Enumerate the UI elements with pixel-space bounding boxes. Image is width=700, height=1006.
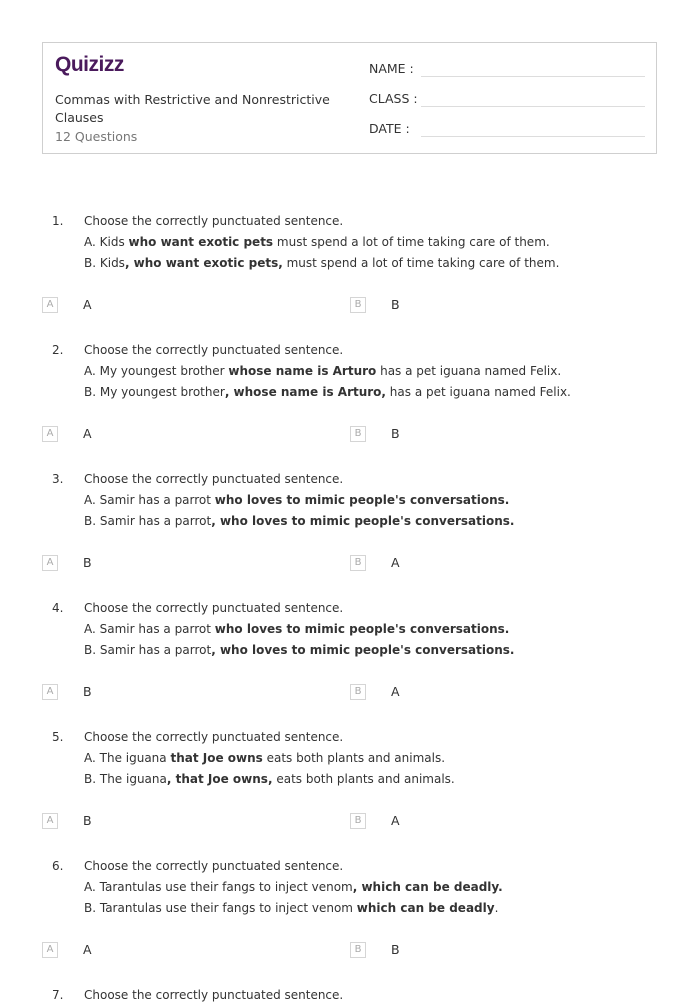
sentence-text: B. My youngest brother — [84, 385, 225, 399]
name-field — [369, 61, 414, 76]
sentence-clause: whose name is Arturo — [228, 364, 377, 378]
sentence-clause: , whose name is Arturo, — [224, 385, 386, 399]
sentence-b — [84, 382, 664, 403]
class-field — [369, 91, 418, 106]
option-letter-box[interactable]: B — [350, 942, 366, 958]
question-prompt: Choose the correctly punctuated sentence. — [84, 601, 344, 615]
option-letter-box[interactable]: A — [42, 684, 58, 700]
sentence-b — [84, 640, 664, 661]
question-body — [84, 211, 664, 274]
question-body — [84, 340, 664, 403]
sentence-a — [84, 619, 664, 640]
option-letter-box[interactable]: B — [350, 426, 366, 442]
answer-option-b[interactable] — [350, 942, 600, 960]
question-body — [84, 985, 664, 1006]
question-number: 3. — [52, 472, 64, 486]
option-text: A — [391, 684, 400, 699]
question-count: 12 Questions — [55, 129, 138, 144]
option-text: B — [83, 813, 92, 828]
answer-option-b[interactable] — [350, 813, 600, 831]
answer-option-a[interactable] — [42, 684, 292, 702]
option-text: A — [391, 813, 400, 828]
question-prompt: Choose the correctly punctuated sentence. — [84, 988, 344, 1002]
worksheet-title: Commas with Restrictive and Nonrestrictive Clauses — [55, 92, 330, 125]
question-body — [84, 856, 664, 919]
sentence-b — [84, 898, 664, 919]
sentence-text: B. Samir has a parrot — [84, 514, 212, 528]
sentence-text: must spend a lot of time taking care of them. — [273, 235, 550, 249]
class-label: CLASS : — [369, 91, 418, 106]
sentence-text: has a pet iguana named Felix. — [385, 385, 571, 399]
sentence-text: B. Samir has a parrot — [84, 643, 212, 657]
answer-option-b[interactable] — [350, 555, 600, 573]
class-line[interactable] — [421, 106, 645, 107]
sentence-a — [84, 748, 664, 769]
name-label: NAME : — [369, 61, 414, 76]
sentence-text: eats both plants and animals. — [262, 751, 446, 765]
sentence-clause: , who loves to mimic people's conversations. — [211, 514, 515, 528]
question-number: 6. — [52, 859, 64, 873]
option-text: A — [391, 555, 400, 570]
option-letter-box[interactable]: B — [350, 684, 366, 700]
answer-option-a[interactable] — [42, 426, 292, 444]
answer-option-b[interactable] — [350, 426, 600, 444]
option-text: B — [391, 426, 400, 441]
sentence-text: has a pet iguana named Felix. — [376, 364, 562, 378]
quizizz-logo: Quizizz — [55, 53, 124, 76]
question-prompt: Choose the correctly punctuated sentence. — [84, 214, 344, 228]
sentence-a — [84, 490, 664, 511]
sentence-clause: which can be deadly — [356, 901, 495, 915]
question-number: 1. — [52, 214, 64, 228]
answer-option-b[interactable] — [350, 297, 600, 315]
option-text: A — [83, 297, 92, 312]
sentence-clause: , who loves to mimic people's conversations. — [211, 643, 515, 657]
sentence-a — [84, 361, 664, 382]
sentence-clause: who want exotic pets — [128, 235, 274, 249]
question-body — [84, 727, 664, 790]
answer-option-a[interactable] — [42, 942, 292, 960]
sentence-clause: , that Joe owns, — [166, 772, 273, 786]
option-letter-box[interactable]: B — [350, 813, 366, 829]
option-text: B — [391, 297, 400, 312]
option-text: B — [83, 684, 92, 699]
option-text: B — [83, 555, 92, 570]
option-text: B — [391, 942, 400, 957]
answer-option-a[interactable] — [42, 555, 292, 573]
question-number: 7. — [52, 988, 64, 1002]
answer-option-a[interactable] — [42, 297, 292, 315]
question-prompt: Choose the correctly punctuated sentence. — [84, 472, 344, 486]
sentence-text: A. Tarantulas use their fangs to inject venom — [84, 880, 353, 894]
question-prompt: Choose the correctly punctuated sentence. — [84, 730, 344, 744]
option-letter-box[interactable]: A — [42, 555, 58, 571]
sentence-text: A. My youngest brother — [84, 364, 229, 378]
sentence-clause: , who want exotic pets, — [124, 256, 283, 270]
question-number: 4. — [52, 601, 64, 615]
question-prompt: Choose the correctly punctuated sentence. — [84, 343, 344, 357]
sentence-text: B. The iguana — [84, 772, 167, 786]
sentence-clause: that Joe owns — [170, 751, 263, 765]
sentence-text: A. Kids — [84, 235, 129, 249]
option-letter-box[interactable]: B — [350, 297, 366, 313]
sentence-a — [84, 877, 664, 898]
sentence-a — [84, 232, 664, 253]
sentence-clause: , which can be deadly. — [352, 880, 503, 894]
question-prompt: Choose the correctly punctuated sentence. — [84, 859, 344, 873]
sentence-text: must spend a lot of time taking care of them. — [282, 256, 560, 270]
question-number: 5. — [52, 730, 64, 744]
sentence-text: eats both plants and animals. — [272, 772, 455, 786]
option-letter-box[interactable]: A — [42, 942, 58, 958]
question-body — [84, 598, 664, 661]
option-text: A — [83, 426, 92, 441]
answer-option-b[interactable] — [350, 684, 600, 702]
option-text: A — [83, 942, 92, 957]
sentence-b — [84, 253, 664, 274]
sentence-text: . — [494, 901, 499, 915]
sentence-text: A. Samir has a parrot — [84, 493, 215, 507]
question-body — [84, 469, 664, 532]
sentence-b — [84, 511, 664, 532]
option-letter-box[interactable]: A — [42, 297, 58, 313]
date-line[interactable] — [421, 136, 645, 137]
sentence-clause: who loves to mimic people's conversations. — [214, 493, 510, 507]
sentence-text: A. The iguana — [84, 751, 171, 765]
sentence-b — [84, 769, 664, 790]
date-field — [369, 121, 410, 136]
answer-option-a[interactable] — [42, 813, 292, 831]
question-number: 2. — [52, 343, 64, 357]
worksheet-header — [42, 42, 657, 154]
option-letter-box[interactable]: B — [350, 555, 366, 571]
sentence-text: B. Kids — [84, 256, 125, 270]
sentence-text: A. Samir has a parrot — [84, 622, 215, 636]
option-letter-box[interactable]: A — [42, 813, 58, 829]
sentence-clause: who loves to mimic people's conversations. — [214, 622, 510, 636]
date-label: DATE : — [369, 121, 410, 136]
sentence-text: B. Tarantulas use their fangs to inject venom — [84, 901, 357, 915]
name-line[interactable] — [421, 76, 645, 77]
option-letter-box[interactable]: A — [42, 426, 58, 442]
